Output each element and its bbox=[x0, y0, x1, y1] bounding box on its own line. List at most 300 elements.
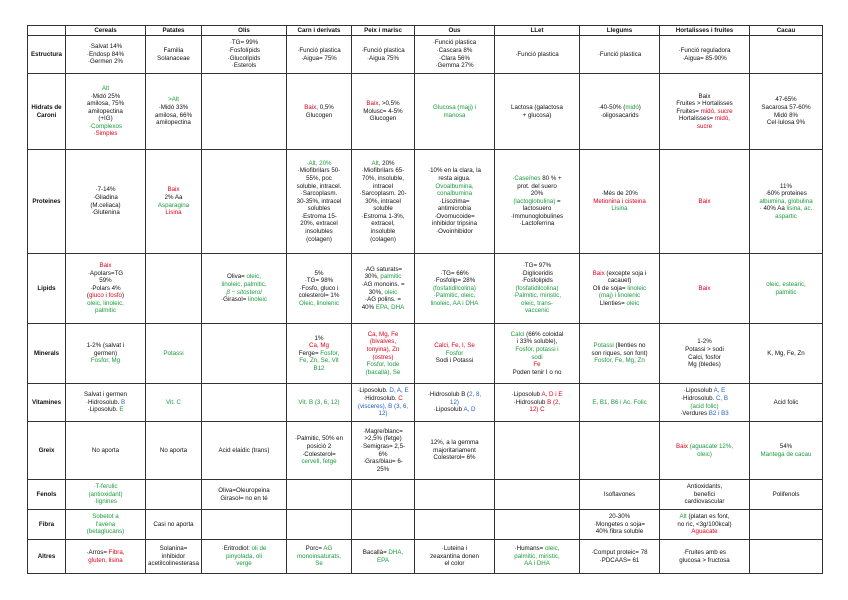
cell-text: oleic, estearic, bbox=[766, 280, 806, 288]
cell-text: ·Verdures bbox=[680, 410, 709, 418]
cell-text: ·Aigua 75% bbox=[367, 54, 399, 62]
table-cell bbox=[202, 324, 287, 384]
cell-text: 12) bbox=[378, 410, 388, 418]
column-header: Carn i derivats bbox=[287, 26, 352, 36]
cell-line bbox=[354, 115, 412, 123]
cell-line bbox=[497, 277, 577, 285]
cell-text: amilopectina bbox=[88, 107, 123, 115]
cell-line bbox=[68, 123, 143, 131]
table-cell bbox=[495, 422, 580, 480]
cell-text: ·Palmitic, oleic, bbox=[433, 292, 476, 300]
cell-text: = bbox=[555, 197, 561, 205]
cell-text: , 20% bbox=[378, 159, 395, 167]
cell-line bbox=[662, 108, 747, 116]
cell-line bbox=[289, 399, 349, 407]
cell-line bbox=[204, 553, 284, 561]
table-cell bbox=[287, 480, 352, 510]
cell-line bbox=[68, 350, 143, 358]
table-cell bbox=[750, 540, 823, 574]
cell-line bbox=[148, 209, 199, 217]
cell-line bbox=[354, 549, 412, 557]
cell-line bbox=[68, 406, 143, 414]
cell-text: Mantega de cacau bbox=[760, 450, 812, 458]
cell-text: 20% bbox=[530, 190, 544, 198]
cell-line bbox=[417, 55, 492, 63]
cell-line bbox=[289, 236, 349, 244]
cell-line bbox=[582, 557, 657, 565]
cell-line bbox=[289, 47, 349, 55]
column-header: Ous bbox=[415, 26, 495, 36]
cell-text: cardiovascular bbox=[684, 498, 725, 506]
cell-line bbox=[204, 495, 284, 503]
cell-text: Fe, Zn, Se, Vit bbox=[299, 357, 339, 365]
cell-line bbox=[68, 85, 143, 93]
cell-line bbox=[354, 395, 412, 403]
cell-text: Zn bbox=[392, 345, 400, 353]
table-cell bbox=[660, 510, 750, 540]
header-row bbox=[28, 26, 823, 36]
cell-line bbox=[582, 277, 657, 285]
cell-text: zeaxantina donen bbox=[430, 552, 479, 560]
cell-line bbox=[582, 399, 657, 407]
cell-line bbox=[497, 369, 577, 377]
cell-text: ·Funció reguladora bbox=[678, 46, 731, 54]
cell-text: C, B bbox=[716, 394, 729, 402]
cell-text: el color bbox=[444, 560, 465, 568]
cell-text: · 40% Aa bbox=[759, 205, 787, 213]
cell-line bbox=[354, 175, 412, 183]
cell-line bbox=[662, 100, 747, 108]
cell-text: ·Esterols bbox=[231, 62, 257, 70]
table-cell bbox=[66, 74, 146, 150]
cell-line bbox=[68, 285, 143, 293]
cell-line bbox=[148, 350, 199, 358]
cell-text: >2,5% (fetge) bbox=[364, 435, 402, 443]
cell-text: Fosfor, Fe, Mg, Zn bbox=[594, 357, 645, 365]
cell-text: Ferge= bbox=[298, 349, 321, 357]
table-cell bbox=[580, 384, 660, 422]
cell-line bbox=[289, 277, 349, 285]
cell-text: ·Gras/blau= 6- bbox=[363, 458, 403, 466]
cell-line bbox=[289, 228, 349, 236]
cell-text: (colagen) bbox=[370, 235, 396, 243]
cell-line bbox=[354, 198, 412, 206]
cell-text: ·10% en la clara, la bbox=[428, 167, 481, 175]
table-row bbox=[28, 510, 823, 540]
table-cell bbox=[495, 480, 580, 510]
cell-line bbox=[68, 549, 143, 557]
cell-text: ·Alt, 20% bbox=[306, 159, 332, 167]
cell-text: palmitic, miristic, bbox=[514, 552, 560, 560]
table-cell bbox=[202, 150, 287, 254]
table-cell bbox=[352, 254, 415, 324]
cell-text: antimicrobia bbox=[437, 205, 472, 213]
cell-line bbox=[497, 220, 577, 228]
cell-line bbox=[68, 115, 143, 123]
cell-text: ·Clara 56% bbox=[439, 54, 470, 62]
cell-text: Solanina= bbox=[159, 545, 188, 553]
cell-text: no ric, <3g/100kcal) bbox=[677, 520, 732, 528]
table-cell bbox=[66, 540, 146, 574]
table-cell bbox=[580, 150, 660, 254]
cell-text: ·Funció plastica bbox=[597, 50, 642, 58]
cell-line bbox=[354, 236, 412, 244]
cell-line bbox=[354, 55, 412, 63]
cell-text: Porc= bbox=[305, 545, 324, 553]
cell-text: ·TG= 98% bbox=[304, 277, 334, 285]
cell-text: Calci, fosfor bbox=[688, 353, 721, 361]
cell-text: (colagen) bbox=[306, 235, 332, 243]
table-cell bbox=[415, 74, 495, 150]
cell-text: Calci bbox=[510, 330, 525, 338]
cell-text: ·Miofibrilars 65- bbox=[361, 167, 405, 175]
cell-line bbox=[68, 209, 143, 217]
cell-text: Glucosa (majj) i bbox=[433, 103, 476, 111]
cell-text: Isoflavones bbox=[603, 490, 636, 498]
cell-line bbox=[662, 338, 747, 346]
cell-text: ·Hidrosolub bbox=[513, 398, 548, 406]
cell-text: (lactoglobulina) bbox=[513, 197, 556, 205]
cell-text: DHA, bbox=[388, 548, 404, 556]
cell-line bbox=[417, 545, 492, 553]
cell-line bbox=[289, 357, 349, 365]
cell-line bbox=[662, 93, 747, 101]
cell-text: Asparagina bbox=[157, 201, 190, 209]
cell-text: 30%, bbox=[364, 273, 381, 281]
cell-text: 55%, poc bbox=[306, 174, 332, 182]
cell-text: ·Midó 33% bbox=[158, 103, 189, 111]
cell-text: (aguacate 12%, bbox=[687, 442, 734, 450]
cell-text: (llenties no bbox=[613, 342, 646, 350]
cell-text: oleic bbox=[626, 299, 640, 307]
cell-text: ·Liposolub. bbox=[357, 387, 390, 395]
cell-text: (antioxidant) bbox=[88, 490, 123, 498]
cell-text: Mg (bledes) bbox=[688, 361, 721, 369]
cell-text: 2, 8, bbox=[469, 391, 482, 399]
cell-text: ·AG polins. = bbox=[365, 296, 401, 304]
cell-line bbox=[497, 285, 577, 293]
cell-text: 70%, insoluble, bbox=[362, 174, 404, 182]
cell-text: Solanaceae bbox=[157, 54, 190, 62]
cell-text: Baix bbox=[675, 442, 688, 450]
cell-text: ·Complexos bbox=[88, 122, 122, 130]
cell-text: ·Girasol= bbox=[221, 296, 249, 304]
cell-text: 40% bbox=[361, 303, 376, 311]
cell-text: Fruites > Hortalisses bbox=[676, 100, 733, 108]
table-cell bbox=[495, 510, 580, 540]
cell-text: Calci, Fe, I, Se bbox=[434, 342, 475, 350]
cell-text: ·Aigua= 75% bbox=[301, 54, 337, 62]
table-cell bbox=[750, 480, 823, 510]
cell-line bbox=[582, 51, 657, 59]
table-row bbox=[28, 384, 823, 422]
cell-line bbox=[497, 183, 577, 191]
cell-text: ·Hidrosolub B ( bbox=[427, 391, 470, 399]
cell-text: ) bbox=[638, 103, 641, 111]
cell-line bbox=[289, 104, 349, 112]
cell-text: , 0,5% bbox=[316, 103, 334, 111]
cell-text: linoleic, AA i DHA bbox=[430, 299, 479, 307]
cell-text: ·Liposolub bbox=[433, 406, 464, 414]
cell-line bbox=[68, 513, 143, 521]
cell-text: 80 % + bbox=[540, 174, 562, 182]
table-cell bbox=[287, 150, 352, 254]
cell-text: sucre bbox=[696, 122, 713, 130]
cell-line bbox=[662, 557, 747, 565]
cell-line bbox=[354, 281, 412, 289]
cell-text: Salvat i germen bbox=[84, 391, 127, 399]
column-header: Olis bbox=[202, 26, 287, 36]
cell-text: Baix bbox=[304, 103, 317, 111]
cell-text: aspartic bbox=[775, 212, 797, 220]
cell-text: (bacallà), Se bbox=[365, 368, 401, 376]
table-cell bbox=[660, 324, 750, 384]
table-cell bbox=[202, 74, 287, 150]
cell-line bbox=[662, 513, 747, 521]
row-header: Lipids bbox=[28, 254, 66, 324]
cell-line bbox=[68, 357, 143, 365]
cell-text: resta aigua. bbox=[438, 174, 471, 182]
cell-line bbox=[417, 454, 492, 462]
column-header bbox=[28, 26, 66, 36]
table-cell bbox=[495, 36, 580, 74]
cell-line bbox=[354, 361, 412, 369]
table-cell bbox=[495, 324, 580, 384]
table-cell bbox=[660, 480, 750, 510]
cell-text: ·lignines bbox=[93, 498, 118, 506]
table-cell bbox=[202, 480, 287, 510]
cell-line bbox=[752, 104, 820, 112]
cell-text: Oliva= bbox=[227, 273, 247, 281]
cell-line bbox=[752, 205, 820, 213]
cell-line bbox=[497, 205, 577, 213]
cell-text: germen) bbox=[93, 349, 118, 357]
cell-text: linoleic bbox=[248, 296, 267, 304]
cell-line bbox=[417, 292, 492, 300]
cell-text: amilopectina bbox=[156, 119, 191, 127]
cell-text: verge bbox=[236, 560, 252, 568]
cell-text: Sacarosa 57-60% bbox=[761, 103, 811, 111]
row-header: Fenols bbox=[28, 480, 66, 510]
cell-text: ·7-14% bbox=[95, 186, 116, 194]
cell-line bbox=[289, 300, 349, 308]
cell-line bbox=[354, 428, 412, 436]
row-header: Estructura bbox=[28, 36, 66, 74]
cell-text: ·Liposolub. bbox=[87, 406, 120, 414]
cell-text: manosa bbox=[443, 111, 466, 119]
table-cell bbox=[352, 540, 415, 574]
cell-text: Girasol= no en té bbox=[220, 494, 268, 502]
cell-line bbox=[662, 521, 747, 529]
cell-text: EPA, DHA bbox=[375, 303, 405, 311]
cell-line bbox=[289, 167, 349, 175]
row-header: Hidrats de Caroni bbox=[28, 74, 66, 150]
cell-line bbox=[417, 391, 492, 399]
cell-text: ·Midó 25% bbox=[90, 92, 121, 100]
cell-text: ·Aigua= 85-90% bbox=[682, 54, 727, 62]
cell-line bbox=[68, 262, 143, 270]
cell-text: gluco i fosfo bbox=[88, 292, 123, 300]
cell-text: inhibidor bbox=[161, 552, 186, 560]
cell-text: amilosa, 75% bbox=[86, 100, 125, 108]
cell-line bbox=[148, 521, 199, 529]
cell-line bbox=[662, 47, 747, 55]
cell-line bbox=[662, 198, 747, 206]
cell-text: Potassi bbox=[163, 349, 184, 357]
cell-text: oleic, bbox=[544, 545, 560, 553]
cell-text: Llenties= bbox=[599, 299, 627, 307]
cell-text: insoluble bbox=[370, 228, 396, 236]
cell-text: Sobetot a bbox=[92, 513, 119, 521]
cell-line bbox=[354, 369, 412, 377]
cell-text: Fe bbox=[533, 361, 541, 369]
row-header: Vitamines bbox=[28, 384, 66, 422]
cell-line bbox=[289, 213, 349, 221]
cell-line bbox=[497, 331, 577, 339]
cell-line bbox=[582, 350, 657, 358]
cell-line bbox=[68, 307, 143, 315]
cell-text: 30-35%, intracel bbox=[296, 197, 342, 205]
cell-line bbox=[204, 545, 284, 553]
table-cell bbox=[146, 150, 202, 254]
row-header: Greix bbox=[28, 422, 66, 480]
cell-line bbox=[662, 123, 747, 131]
cell-text: B (3, 6, bbox=[388, 402, 409, 410]
cell-text: 6% bbox=[378, 450, 388, 458]
cell-line bbox=[354, 296, 412, 304]
cell-line bbox=[662, 549, 747, 557]
cell-line bbox=[752, 198, 820, 206]
cell-line bbox=[354, 190, 412, 198]
table-cell bbox=[415, 150, 495, 254]
cell-line bbox=[289, 365, 349, 373]
cell-line bbox=[497, 213, 577, 221]
cell-line bbox=[289, 553, 349, 561]
cell-line bbox=[417, 277, 492, 285]
column-header: Cacau bbox=[750, 26, 823, 36]
cell-text: 47-65% bbox=[775, 96, 797, 104]
cell-line bbox=[752, 119, 820, 127]
cell-line bbox=[354, 354, 412, 362]
cell-line bbox=[204, 289, 284, 297]
cell-line bbox=[68, 43, 143, 51]
cell-line bbox=[148, 47, 199, 55]
cell-text: ·Digliceridis bbox=[521, 269, 553, 277]
table-cell bbox=[750, 150, 823, 254]
nutrition-table bbox=[27, 25, 823, 574]
table-cell bbox=[287, 254, 352, 324]
cell-line bbox=[354, 410, 412, 418]
cell-text: ·Apolars=TG bbox=[87, 269, 124, 277]
cell-line bbox=[662, 115, 747, 123]
cell-line bbox=[662, 354, 747, 362]
cell-line bbox=[582, 521, 657, 529]
cell-line bbox=[497, 175, 577, 183]
table-cell bbox=[495, 540, 580, 574]
cell-line bbox=[68, 194, 143, 202]
cell-line bbox=[417, 270, 492, 278]
cell-text: Baix bbox=[167, 186, 180, 194]
cell-text: oleic bbox=[384, 288, 398, 296]
cell-text: Alt bbox=[371, 159, 379, 167]
cell-text: colesterol= 1% bbox=[298, 292, 340, 300]
cell-text: ·Hidrosolub. bbox=[363, 394, 399, 402]
cell-text: ·Lisozima= bbox=[439, 197, 470, 205]
table-cell bbox=[660, 150, 750, 254]
cell-text: Fruites= bbox=[676, 107, 701, 115]
cell-text: lisina, ac. bbox=[786, 205, 813, 213]
cell-text: palmitic bbox=[775, 288, 797, 296]
cell-line bbox=[354, 108, 412, 116]
cell-line bbox=[497, 292, 577, 300]
table-cell bbox=[202, 254, 287, 324]
cell-text: soluble, intracel. bbox=[296, 182, 342, 190]
cell-text: Familia bbox=[163, 46, 184, 54]
cell-text: linoleic, palmitic, bbox=[221, 280, 267, 288]
table-cell bbox=[415, 36, 495, 74]
table-row bbox=[28, 36, 823, 74]
cell-text: conalbumina bbox=[436, 190, 473, 198]
table-cell bbox=[415, 540, 495, 574]
table-cell bbox=[352, 422, 415, 480]
cell-line bbox=[354, 167, 412, 175]
cell-text: oleic, bbox=[246, 273, 261, 281]
cell-text: midó, bbox=[714, 115, 731, 123]
cell-line bbox=[582, 549, 657, 557]
cell-line bbox=[582, 357, 657, 365]
cell-text: ·Germen 2% bbox=[87, 58, 124, 66]
cell-text: Lisina bbox=[611, 205, 628, 213]
table-cell bbox=[750, 254, 823, 324]
cell-text: ·TG= 97% bbox=[522, 261, 552, 269]
table-cell bbox=[580, 36, 660, 74]
cell-line bbox=[204, 62, 284, 70]
cell-line bbox=[497, 307, 577, 315]
cell-text: soluble bbox=[373, 205, 393, 213]
table-cell bbox=[580, 324, 660, 384]
table-cell bbox=[202, 36, 287, 74]
cell-text: 20%, extracel bbox=[300, 220, 338, 228]
cell-line bbox=[497, 198, 577, 206]
cell-line bbox=[417, 357, 492, 365]
cell-line bbox=[354, 205, 412, 213]
cell-line bbox=[289, 270, 349, 278]
cell-line bbox=[148, 545, 199, 553]
table-cell bbox=[415, 254, 495, 324]
cell-text: Poden tenir I o no bbox=[512, 368, 562, 376]
table-row bbox=[28, 254, 823, 324]
cell-line bbox=[289, 220, 349, 228]
cell-line bbox=[497, 545, 577, 553]
cell-text: β − sitosterol bbox=[226, 288, 262, 296]
cell-line bbox=[148, 553, 199, 561]
cell-text: ·Ovoinhibidor bbox=[436, 228, 473, 236]
cell-line bbox=[582, 198, 657, 206]
cell-line bbox=[68, 521, 143, 529]
cell-text: Baix bbox=[698, 92, 711, 100]
cell-text: ·Funció plastica bbox=[515, 50, 559, 58]
cell-text: 1% bbox=[314, 334, 324, 342]
cell-text: linoleic bbox=[627, 284, 647, 292]
cell-line bbox=[662, 410, 747, 418]
cell-line bbox=[204, 39, 284, 47]
cell-text: cervell, fetge bbox=[301, 458, 337, 466]
cell-text: Glucogen bbox=[369, 115, 397, 123]
cell-text: ·Més de 20% bbox=[601, 190, 638, 198]
cell-text: 40% fibra soluble bbox=[595, 528, 644, 536]
cell-line bbox=[752, 183, 820, 191]
cell-text: majoritariament bbox=[433, 446, 476, 454]
